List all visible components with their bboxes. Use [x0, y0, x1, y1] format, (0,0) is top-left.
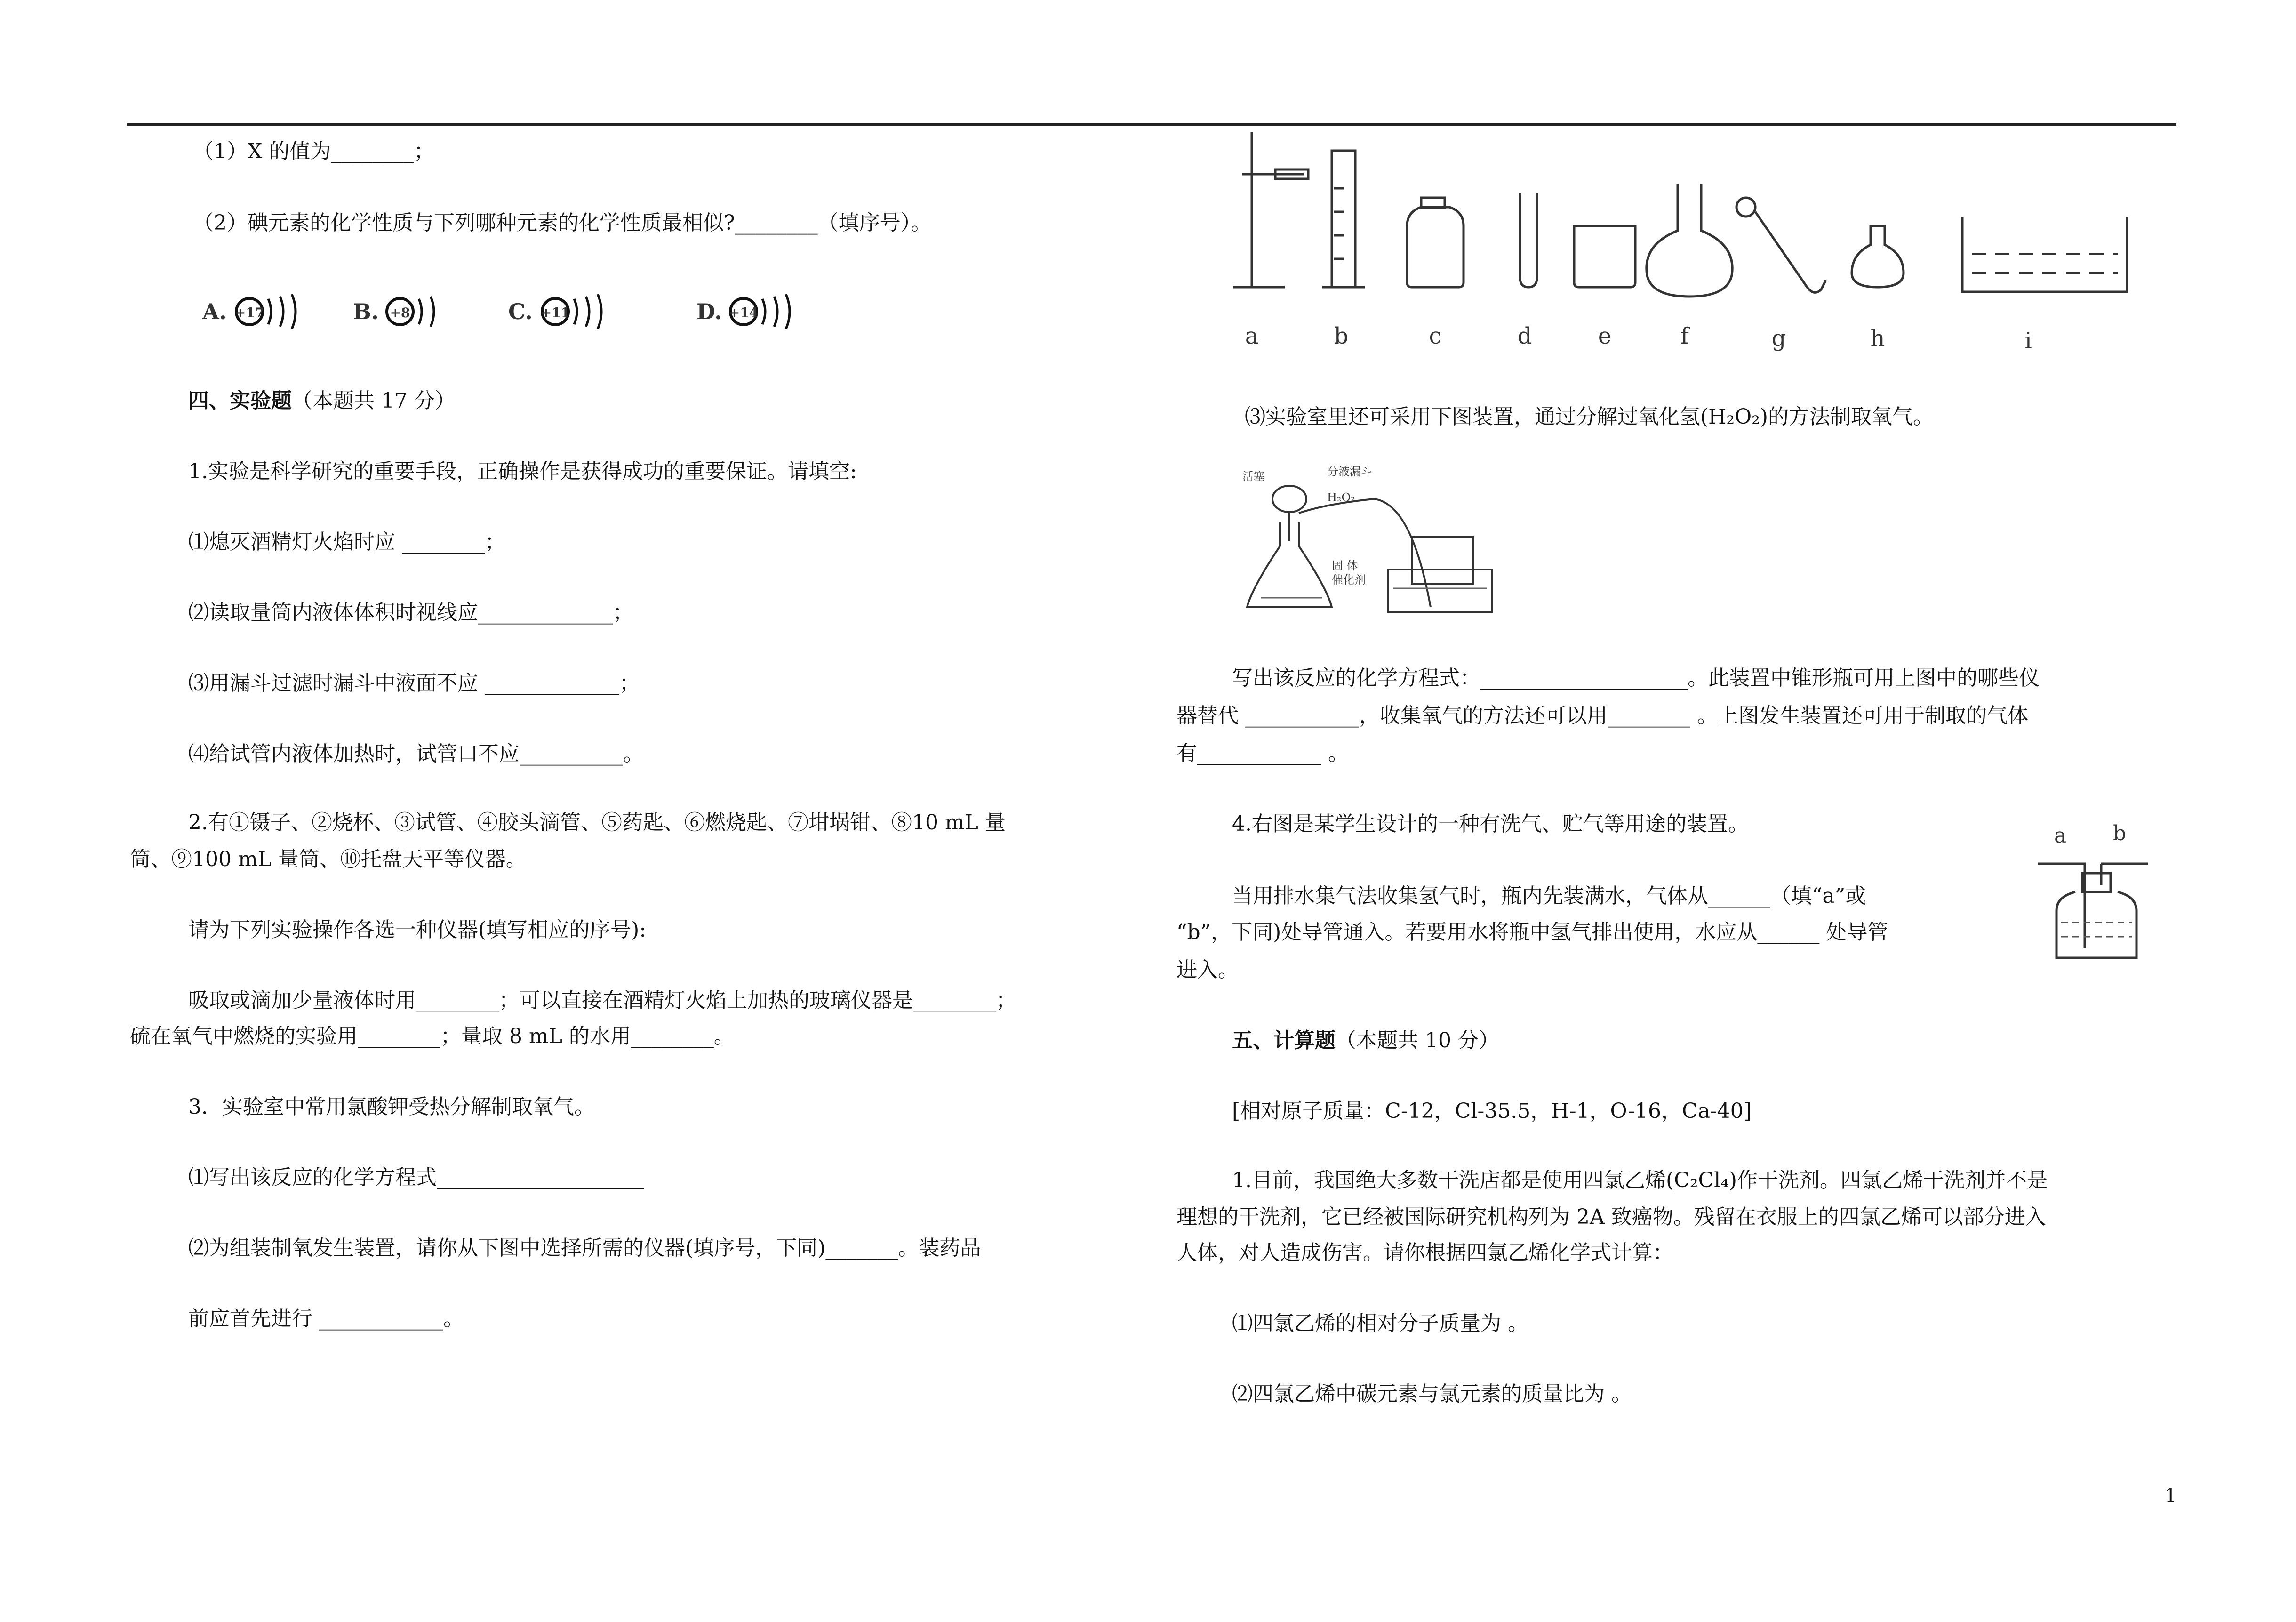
- experiment-4-line-3: 进入。: [1176, 958, 1239, 982]
- option-d-label: D.: [696, 299, 722, 324]
- reaction-equation-line-3: 有____________ 。: [1176, 741, 1349, 765]
- calc-1-line-1: 1.目前，我国绝大多数干洗店都是使用四氯乙烯(C₂Cl₄)作干洗剂。四氯乙烯干洗剂并不是: [1232, 1168, 2048, 1192]
- section-4-title: 四、实验题: [188, 389, 292, 413]
- section-5-heading: [1232, 1028, 1499, 1053]
- header-rule: [127, 123, 2176, 126]
- apparatus-label-b: b: [1334, 323, 1349, 349]
- experiment-1-intro: 1.实验是科学研究的重要手段，正确操作是获得成功的重要保证。请填空:: [188, 459, 857, 483]
- apparatus-label-a: a: [1245, 323, 1259, 349]
- apparatus-label-i: i: [2024, 328, 2032, 354]
- option-b-nucleus: +8: [390, 305, 410, 321]
- apparatus-label-h: h: [1870, 325, 1885, 352]
- question-x-value: （1）X 的值为________；: [193, 139, 435, 163]
- experiment-3-intro: 3．实验室中常用氯酸钾受热分解制取氧气。: [188, 1095, 595, 1119]
- experiment-2-line-1: 2.有①镊子、②烧杯、③试管、④胶头滴管、⑤药匙、⑥燃烧匙、⑦坩埚钳、⑧10 mL 量: [188, 811, 1006, 835]
- experiment-2-prompt: 请为下列实验操作各选一种仪器(填写相应的序号):: [188, 918, 647, 942]
- apparatus-figure: [1228, 132, 2146, 367]
- experiment-1-item-1: ⑴熄灭酒精灯火焰时应 ________；: [188, 530, 505, 554]
- calc-1-line-2: 理想的干洗剂，它已经被国际研究机构列为 2A 致癌物。残留在衣服上的四氯乙烯可以部分进入: [1176, 1205, 2046, 1229]
- experiment-4-line-1: 当用排水集气法收集氢气时，瓶内先装满水，气体从______（填“a”或: [1232, 884, 1866, 908]
- diagram-label-h2o2: H₂O₂: [1327, 491, 1355, 504]
- option-a-nucleus: +17: [234, 305, 264, 321]
- bottle-label-a: a: [2054, 824, 2067, 848]
- section-4-heading: [188, 389, 456, 414]
- apparatus-label-e: e: [1598, 323, 1612, 349]
- experiment-2-fill-2: 硫在氧气中燃烧的实验用________；量取 8 mL 的水用________。: [130, 1024, 735, 1048]
- experiment-3-part-3: ⑶实验室里还可采用下图装置，通过分解过氧化氢(H₂O₂)的方法制取氧气。: [1245, 405, 1934, 429]
- diagram-label-solid: 固 体: [1332, 559, 1358, 572]
- experiment-3-item-2: ⑵为组装制氧发生装置，请你从下图中选择所需的仪器(填序号，下同)_______。装药品: [188, 1236, 981, 1260]
- apparatus-label-g: g: [1771, 325, 1786, 352]
- reaction-equation-line-1: 写出该反应的化学方程式：____________________。此装置中锥形瓶可用上图中的哪些仪: [1232, 666, 2040, 690]
- atom-structure-options: [202, 278, 861, 344]
- experiment-3-item-3: 前应首先进行 ____________。: [188, 1307, 464, 1331]
- calc-1-question-1: ⑴四氯乙烯的相对分子质量为 。: [1232, 1311, 1528, 1335]
- experiment-1-item-2: ⑵读取量筒内液体体积时视线应_____________；: [188, 601, 633, 625]
- experiment-4-line-2: “b”，下同)处导管通入。若要用水将瓶中氢气排出使用，水应从______ 处导管: [1176, 920, 1888, 944]
- section-4-score: （本题共 17 分）: [292, 389, 456, 413]
- option-a-label: A.: [202, 299, 227, 324]
- experiment-2-line-2: 筒、⑨100 mL 量筒、⑩托盘天平等仪器。: [130, 847, 527, 871]
- calc-1-line-3: 人体，对人造成伤害。请你根据四氯乙烯化学式计算：: [1176, 1241, 1673, 1265]
- diagram-label-stopcock: 活塞: [1242, 470, 1265, 483]
- diagram-label-funnel: 分液漏斗: [1327, 465, 1372, 478]
- apparatus-label-c: c: [1429, 323, 1442, 349]
- experiment-1-item-4: ⑷给试管内液体加热时，试管口不应__________。: [188, 742, 644, 766]
- experiment-2-fill-1: 吸取或滴加少量液体时用________；可以直接在酒精灯火焰上加热的玻璃仪器是________；: [188, 988, 1016, 1012]
- option-c-label: C.: [508, 299, 533, 324]
- atomic-masses: [相对原子质量：C-12，Cl-35.5，H-1，O-16，Ca-40]: [1232, 1099, 1752, 1123]
- section-5-title: 五、计算题: [1232, 1028, 1336, 1052]
- experiment-1-item-3: ⑶用漏斗过滤时漏斗中液面不应 _____________；: [188, 671, 640, 695]
- option-c-nucleus: +11: [540, 305, 570, 321]
- experiment-4-intro: 4.右图是某学生设计的一种有洗气、贮气等用途的装置。: [1232, 812, 1749, 836]
- diagram-label-catalyst: 催化剂: [1332, 573, 1366, 586]
- calc-1-question-2: ⑵四氯乙烯中碳元素与氯元素的质量比为 。: [1232, 1382, 1632, 1406]
- reaction-equation-line-2: 器替代 ___________，收集氧气的方法还可以用________ 。上图发生装置还可用于制取的气体: [1176, 704, 2028, 728]
- apparatus-label-f: f: [1680, 323, 1689, 349]
- gas-bottle-figure: [2038, 819, 2155, 965]
- option-d-nucleus: +14: [728, 305, 759, 321]
- bottle-label-b: b: [2113, 821, 2127, 845]
- option-b-label: B.: [353, 299, 379, 324]
- page-number: 1: [2165, 1485, 2177, 1507]
- question-iodine: （2）碘元素的化学性质与下列哪种元素的化学性质最相似?________（填序号）。: [193, 211, 932, 235]
- apparatus-label-d: d: [1517, 323, 1532, 349]
- h2o2-apparatus-diagram: [1233, 466, 1496, 621]
- experiment-3-item-1: ⑴写出该反应的化学方程式____________________: [188, 1165, 644, 1189]
- section-5-score: （本题共 10 分）: [1336, 1028, 1499, 1052]
